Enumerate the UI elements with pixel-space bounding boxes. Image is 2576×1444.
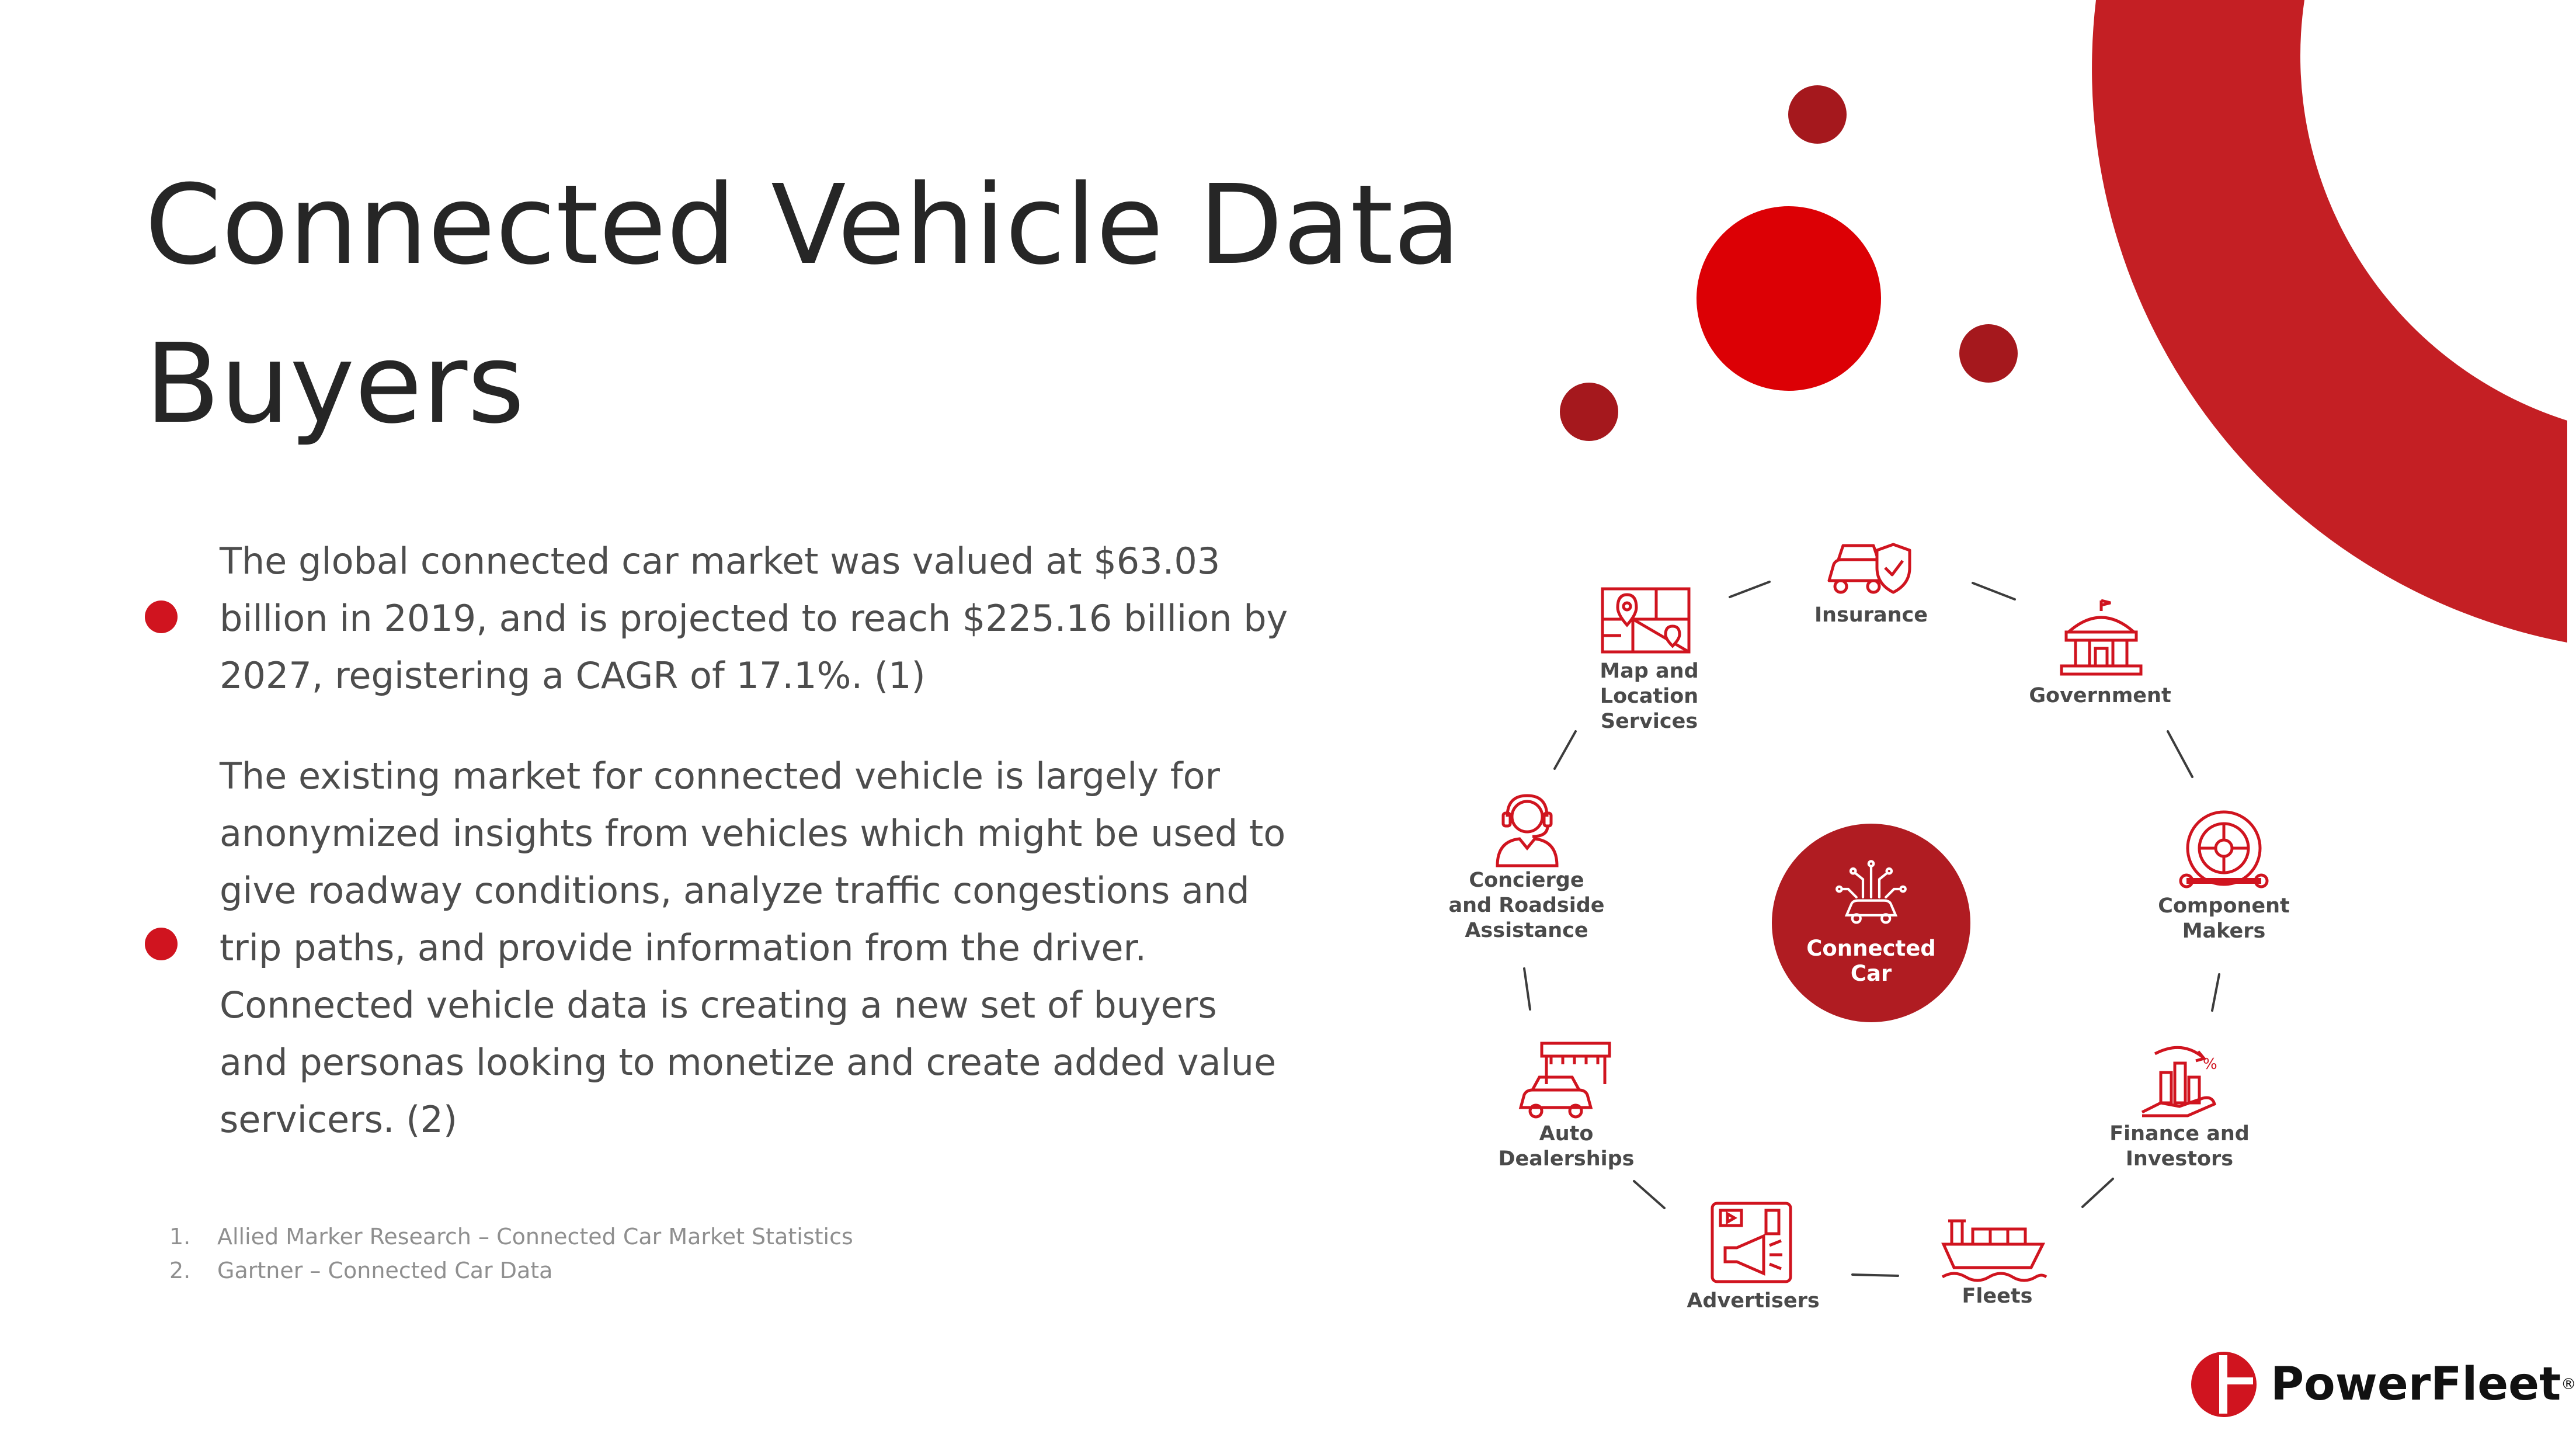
bullet-text: The global connected car market was valued at $63.03 billion in 2019, and is projected to reach $225.16 billion by 2027, registering a CAGR of 17.1%. (1) (220, 540, 1288, 697)
car-dealership-icon (1516, 1040, 1615, 1122)
node-label-insurance: Insurance (1814, 603, 1928, 627)
logo-name: PowerFleet (2271, 1358, 2561, 1411)
wheel-wrench-icon (2178, 806, 2269, 894)
connected-car-icon (1830, 856, 1912, 938)
connector-line (1634, 1181, 1664, 1208)
finance-chart-hand-icon (2137, 1043, 2223, 1119)
title-line-2: Buyers (145, 320, 525, 448)
node-label-advertisers: Advertisers (1687, 1289, 1820, 1313)
reference-text: Gartner – Connected Car Data (217, 1258, 553, 1283)
logo-wordmark (2271, 1355, 2576, 1414)
reference-number: 2. (169, 1258, 191, 1283)
connector-line (2168, 731, 2192, 777)
cargo-ship-icon (1940, 1209, 2047, 1285)
reference-number: 1. (169, 1224, 191, 1249)
megaphone-icon (1708, 1199, 1795, 1286)
node-label-concierge-roadside: Concierge and Roadside Assistance (1448, 869, 1605, 942)
connector-line (2083, 1179, 2113, 1207)
connector-line (1852, 1275, 1898, 1276)
connector-line (1524, 969, 1530, 1009)
map-pin-icon (1598, 584, 1694, 657)
car-shield-icon (1823, 534, 1919, 602)
connector-line (2212, 974, 2219, 1011)
bullet-text: The existing market for connected vehicle is largely for anonymized insights from vehicles which might be used to give roadway conditions, analyze traffic congestions and trip paths, and provide information from the driver. Connected vehicle data is creating a new set of buyers and personas looking to monetize and create added value servicers. (2) (220, 755, 1286, 1141)
reference-text: Allied Marker Research – Connected Car Market Statistics (217, 1224, 853, 1249)
node-label-fleets: Fleets (1962, 1285, 2033, 1308)
powerfleet-logo-mark (2189, 1349, 2259, 1419)
node-label-government: Government (2029, 684, 2171, 707)
title-line-1: Connected Vehicle Data (145, 161, 1461, 289)
node-label-auto-dealerships: Auto Dealerships (1498, 1122, 1635, 1171)
connector-line (1730, 582, 1770, 597)
logo-registered-mark: ® (2561, 1376, 2576, 1393)
headset-agent-icon (1489, 790, 1565, 869)
node-label-map-location: Map and Location Services (1600, 659, 1699, 733)
node-label-component-makers: Component Makers (2158, 894, 2290, 943)
node-label-finance-investors: Finance and Investors (2109, 1122, 2250, 1171)
connector-line (1555, 731, 1576, 769)
government-building-icon (2057, 597, 2146, 679)
powerfleet-logo (2189, 1349, 2576, 1419)
svg-text:%: % (2203, 1056, 2217, 1073)
center-node-label: Connected Car (1806, 936, 1936, 986)
connector-line (1973, 583, 2015, 599)
